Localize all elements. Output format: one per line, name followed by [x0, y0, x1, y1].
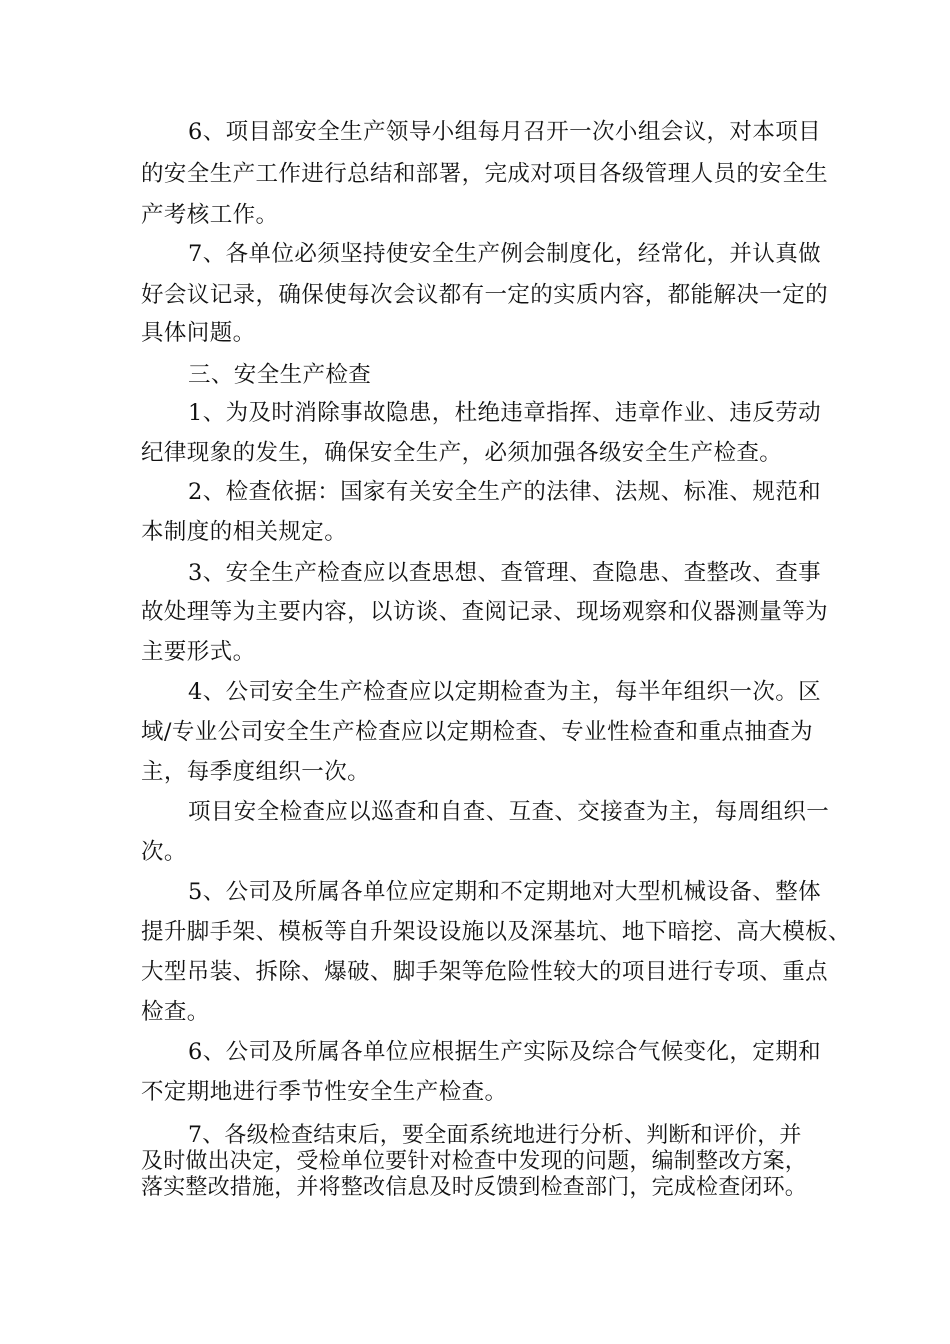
- text-line: 纪律现象的发生，确保安全生产，必须加强各级安全生产检查。: [141, 440, 783, 466]
- text-line: 5、公司及所属各单位应定期和不定期地对大型机械设备、整体: [188, 879, 822, 905]
- text-line: 落实整改措施，并将整改信息及时反馈到检查部门，完成检查闭环。: [141, 1175, 808, 1200]
- text-line: 主要形式。: [141, 639, 256, 665]
- text-line: 6、公司及所属各单位应根据生产实际及综合气候变化，定期和: [188, 1039, 822, 1065]
- section-heading: 三、安全生产检查: [188, 362, 372, 388]
- text-line: 的安全生产工作进行总结和部署，完成对项目各级管理人员的安全生: [141, 161, 829, 187]
- text-line: 大型吊装、拆除、爆破、脚手架等危险性较大的项目进行专项、重点: [141, 959, 829, 985]
- text-line: 6、项目部安全生产领导小组每月召开一次小组会议，对本项目: [188, 119, 822, 145]
- text-line: 主，每季度组织一次。: [141, 759, 371, 785]
- text-line: 3、安全生产检查应以查思想、查管理、查隐患、查整改、查事: [188, 560, 822, 586]
- text-line: 提升脚手架、模板等自升架设设施以及深基坑、地下暗挖、高大模板、: [141, 919, 851, 945]
- text-line: 次。: [141, 839, 187, 865]
- text-line: 7、各级检查结束后，要全面系统地进行分析、判断和评价，并: [188, 1123, 802, 1148]
- text-line: 及时做出决定，受检单位要针对检查中发现的问题，编制整改方案，: [141, 1149, 808, 1174]
- text-line: 不定期地进行季节性安全生产检查。: [141, 1079, 508, 1105]
- text-line: 检查。: [141, 999, 210, 1025]
- text-line: 4、公司安全生产检查应以定期检查为主，每半年组织一次。区: [188, 679, 822, 705]
- text-line: 7、各单位必须坚持使安全生产例会制度化，经常化，并认真做: [188, 241, 822, 267]
- text-line: 故处理等为主要内容，以访谈、查阅记录、现场观察和仪器测量等为: [141, 599, 829, 625]
- text-line: 具体问题。: [141, 320, 256, 346]
- text-line: 项目安全检查应以巡查和自查、互查、交接查为主，每周组织一: [188, 799, 830, 825]
- text-line: 域/专业公司安全生产检查应以定期检查、专业性检查和重点抽查为: [141, 719, 814, 745]
- text-line: 产考核工作。: [141, 202, 279, 228]
- text-line: 好会议记录，确保使每次会议都有一定的实质内容，都能解决一定的: [141, 282, 829, 308]
- text-line: 本制度的相关规定。: [141, 519, 348, 545]
- text-line: 1、为及时消除事故隐患，杜绝违章指挥、违章作业、违反劳动: [188, 400, 822, 426]
- text-line: 2、检查依据：国家有关安全生产的法律、法规、标准、规范和: [188, 479, 822, 505]
